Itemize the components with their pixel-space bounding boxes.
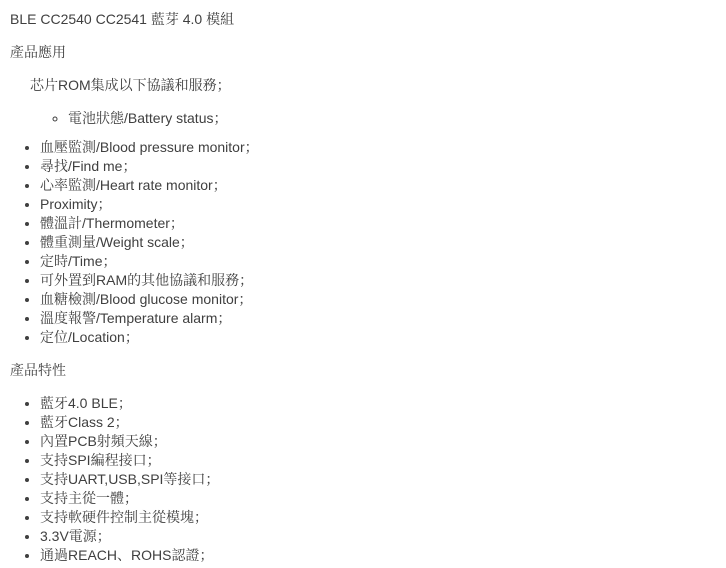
list-item: • 藍牙4.0 BLE； bbox=[40, 394, 716, 413]
list-item: • 3.3V電源； bbox=[40, 527, 716, 546]
list-item: ◦ 電池狀態/Battery status； bbox=[68, 109, 716, 128]
list-item: • 可外置到RAM的其他協議和服務； bbox=[40, 271, 716, 290]
product-title: BLE CC2540 CC2541 藍芽 4.0 模組 bbox=[10, 11, 235, 27]
list-item: • 定時/Time； bbox=[40, 252, 716, 271]
list-item: • 內置PCB射頻天線； bbox=[40, 432, 716, 451]
list-item: • Proximity； bbox=[40, 195, 716, 214]
section-heading-applications: 產品應用 bbox=[10, 44, 66, 60]
applications-list bbox=[10, 138, 716, 347]
list-item: • 體重測量/Weight scale； bbox=[40, 233, 716, 252]
list-item: • 支持主從一體； bbox=[40, 489, 716, 508]
list-item: • 支持軟硬件控制主從模塊； bbox=[40, 508, 716, 527]
rom-services-list bbox=[10, 109, 716, 128]
list-item: • 定位/Location； bbox=[40, 328, 716, 347]
list-item: • 支持SPI編程接口； bbox=[40, 451, 716, 470]
applications-intro: 芯片ROM集成以下協議和服務； bbox=[30, 77, 231, 93]
list-item: • 溫度報警/Temperature alarm； bbox=[40, 309, 716, 328]
list-item: • 尋找/Find me； bbox=[40, 157, 716, 176]
features-list bbox=[10, 394, 716, 565]
list-item: • 心率監測/Heart rate monitor； bbox=[40, 176, 716, 195]
list-item: • 支持UART,USB,SPI等接口； bbox=[40, 470, 716, 489]
section-heading-features: 產品特性 bbox=[10, 362, 66, 378]
list-item: • 通過REACH、ROHS認證； bbox=[40, 546, 716, 565]
list-item: • 體溫計/Thermometer； bbox=[40, 214, 716, 233]
list-item: • 藍牙Class 2； bbox=[40, 413, 716, 432]
list-item: • 血壓監測/Blood pressure monitor； bbox=[40, 138, 716, 157]
list-item: • 血糖檢測/Blood glucose monitor； bbox=[40, 290, 716, 309]
